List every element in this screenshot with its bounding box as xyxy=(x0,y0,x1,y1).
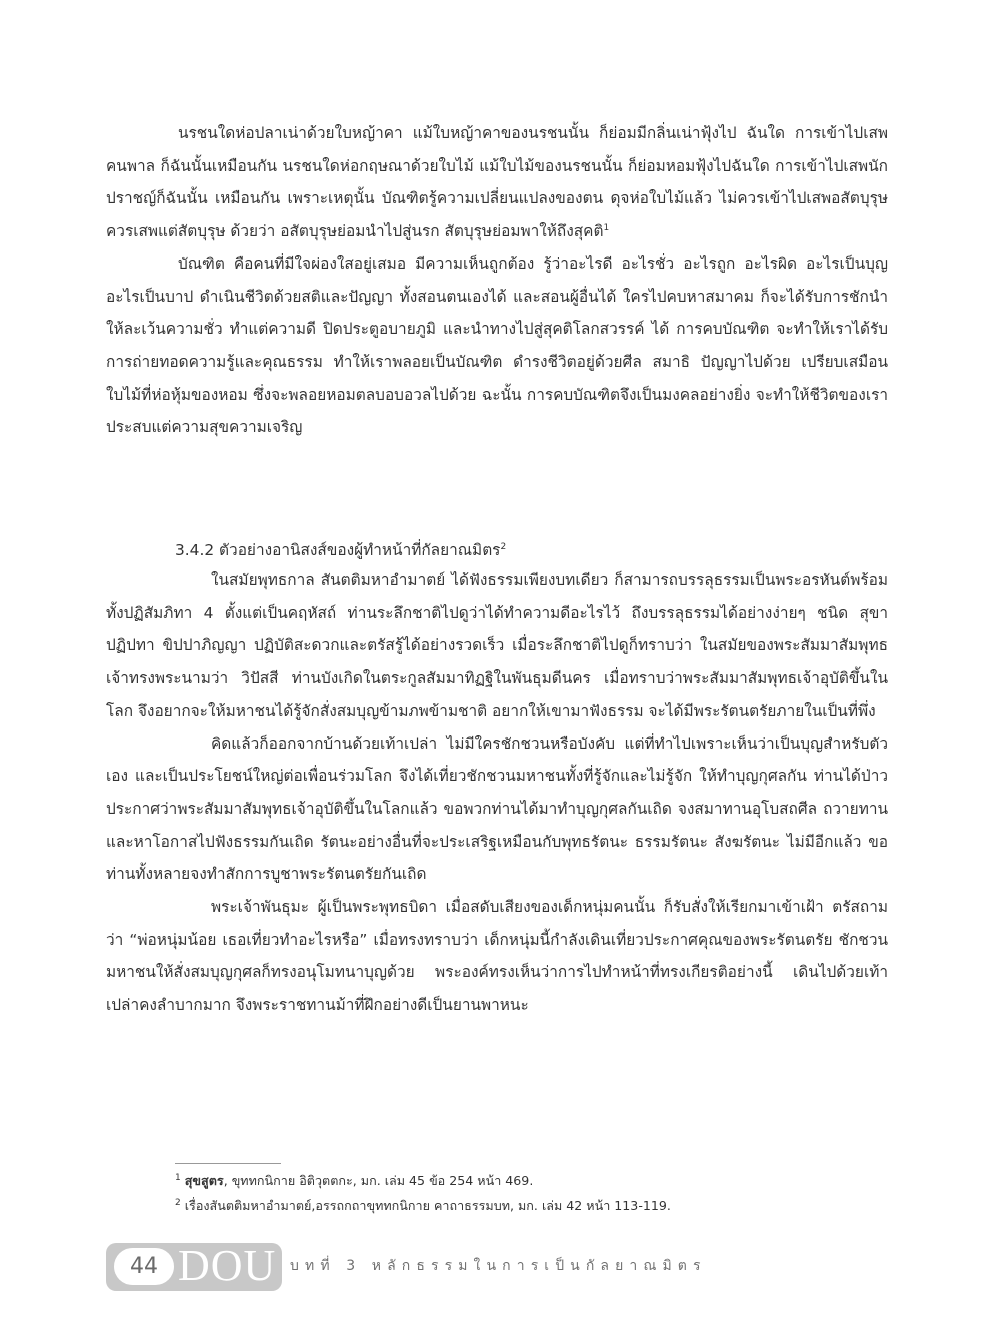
section-heading: 3.4.2 ตัวอย่างอานิสงส์ของผู้ทำหน้าที่กัลยาณมิตร$^2$ xyxy=(175,541,507,559)
body-text-block-1 xyxy=(106,117,888,444)
footnote-ref[interactable]: 1 xyxy=(603,222,610,233)
footnote-number: 2 xyxy=(175,1197,181,1208)
paragraph: พระเจ้าพันธุมะ ผู้เป็นพระพุทธบิดา เมื่อสดับเสียงของเด็กหนุ่มคนนั้น ก็รับสั่งให้เรียกมาเข้าเฝ้า ตรัสถามว่า “พ่อหนุ่มน้อย เธอเที่ยวทำอะไรหรือ” เมื่อทรงทราบว่า เด็กหนุ่มนี้กำลังเดินเที่ยวประกาศคุณของพระรัตนตรัย ชักชวนมหาชนให้สั่งสมบุญกุศลก็ทรงอนุโมทนาบุญด้วย พระองค์ทรงเห็นว่าการไปทำหน้าที่ทรงเกียรติอย่างนี้ เดินไปด้วยเท้าเปล่าคงลำบากมาก จึงพระราชทานม้าที่ฝึกอย่างดีเป็นยานพาหนะ xyxy=(106,898,888,1015)
footnote-2: $^2$ เรื่องสันตติมหาอำมาตย์,อรรถกถาขุททกนิกาย คาถาธรรมบท, มก. เล่ม 42 หน้า 113-119. xyxy=(175,1197,671,1213)
paragraph: บัณฑิต คือคนที่มีใจผ่องใสอยู่เสมอ มีความเห็นถูกต้อง รู้ว่าอะไรดี อะไรชั่ว อะไรถูก อะไรผิด อะไรเป็นบุญ อะไรเป็นบาป ดำเนินชีวิตด้วยสติและปัญญา ทั้งสอนตนเองได้ และสอนผู้อื่นได้ ใครไปคบหาสมาคม ก็จะได้รับการชักนำให้ละเว้นความชั่ว ทำแต่ความดี ปิดประตูอบายภูมิ และนำทางไปสู่สุคติโลกสวรรค์ ได้ การคบบัณฑิต จะทำให้เราได้รับการถ่ายทอดความรู้และคุณธรรม ทำให้เราพลอยเป็นบัณฑิต ดำรงชีวิตอยู่ด้วยศีล สมาธิ ปัญญาไปด้วย เปรียบเสมือนใบไม้ที่ห่อหุ้มของหอม ซึ่งจะพลอยหอมตลบอบอวลไปด้วย ฉะนั้น การคบบัณฑิตจึงเป็นมงคลอย่างยิ่ง จะทำให้ชีวิตของเราประสบแต่ความสุขความเจริญ xyxy=(106,254,888,437)
footnote-1: $^1$ สุขสูตร, ขุททกนิกาย อิติวุตตกะ, มก. เล่ม 45 ข้อ 254 หน้า 469. xyxy=(175,1172,534,1188)
paragraph: ในสมัยพุทธกาล สันตติมหาอำมาตย์ ได้ฟังธรรมเพียงบทเดียว ก็สามารถบรรลุธรรมเป็นพระอรหันต์พร้อมทั้งปฏิสัมภิทา 4 ตั้งแต่เป็นคฤหัสถ์ ท่านระลึกชาติไปดูว่าได้ทำความดีอะไรไว้ ถึงบรรลุธรรมได้อย่างง่ายๆ ชนิด สุขาปฏิปทา ขิปปาภิญญา ปฏิบัติสะดวกและตรัสรู้ได้อย่างรวดเร็ว เมื่อระลึกชาติไปดูก็ทราบว่า ในสมัยของพระสัมมาสัมพุทธเจ้าทรงพระนามว่า วิปัสสี ท่านบังเกิดในตระกูลสัมมาทิฏฐิในพันธุมดีนคร เมื่อทราบว่าพระสัมมาสัมพุทธเจ้าอุบัติขึ้นในโลก จึงอยากจะให้มหาชนได้รู้จักสั่งสมบุญข้ามภพข้ามชาติ อยากให้เขามาฟังธรรม จะได้มีพระรัตนตรัยภายในเป็นที่พึ่ง xyxy=(106,571,888,720)
footnote-source-title: สุขสูตร xyxy=(184,1173,224,1188)
footnote-number: 1 xyxy=(175,1172,181,1183)
body-text-block-2 xyxy=(106,564,888,1022)
chapter-title: บทที่ 3 หลักธรรมในการเป็นกัลยาณมิตร xyxy=(290,1258,707,1274)
page-number: 44 xyxy=(114,1248,174,1285)
footnote-ref[interactable]: 2 xyxy=(500,541,507,552)
paragraph: นรชนใดห่อปลาเน่าด้วยใบหญ้าคา แม้ใบหญ้าคาของนรชนนั้น ก็ย่อมมีกลิ่นเน่าฟุ้งไป ฉันใด การเข้าไปเสพคนพาล ก็ฉันนั้นเหมือนกัน นรชนใดห่อกฤษณาด้วยใบไม้ แม้ใบไม้ของนรชนนั้น ก็ย่อมหอมฟุ้งไปฉันใด การเข้าไปเสพนักปราชญ์ก็ฉันนั้น เหมือนกัน เพราะเหตุนั้น บัณฑิตรู้ความเปลี่ยนแปลงของตน ดุจห่อใบไม้แล้ว ไม่ควรเข้าไปเสพอสัตบุรุษ ควรเสพแต่สัตบุรุษ ด้วยว่า อสัตบุรุษย่อมนำไปสู่นรก สัตบุรุษย่อมพาให้ถึงสุคติ$^1$ xyxy=(106,124,888,241)
footnote-divider xyxy=(175,1163,281,1164)
brand-logo-text: DOU xyxy=(178,1241,277,1290)
paragraph: คิดแล้วก็ออกจากบ้านด้วยเท้าเปล่า ไม่มีใครชักชวนหรือบังคับ แต่ที่ทำไปเพราะเห็นว่าเป็นบุญสำหรับตัวเอง และเป็นประโยชน์ใหญ่ต่อเพื่อนร่วมโลก จึงได้เที่ยวชักชวนมหาชนทั้งที่รู้จักและไม่รู้จัก ให้ทำบุญกุศลกัน ท่านได้ป่าวประกาศว่าพระสัมมาสัมพุทธเจ้าอุบัติขึ้นในโลกแล้ว ขอพวกท่านได้มาทำบุญกุศลกันเถิด จงสมาทานอุโบสถศีล ถวายทาน และหาโอกาสไปฟังธรรมกันเถิด รัตนะอย่างอื่นที่จะประเสริฐเหมือนกับพุทธรัตนะ ธรรมรัตนะ สังฆรัตนะ ไม่มีอีกแล้ว ขอท่านทั้งหลายจงทำสักการบูชาพระรัตนตรัยกันเถิด xyxy=(106,734,888,884)
